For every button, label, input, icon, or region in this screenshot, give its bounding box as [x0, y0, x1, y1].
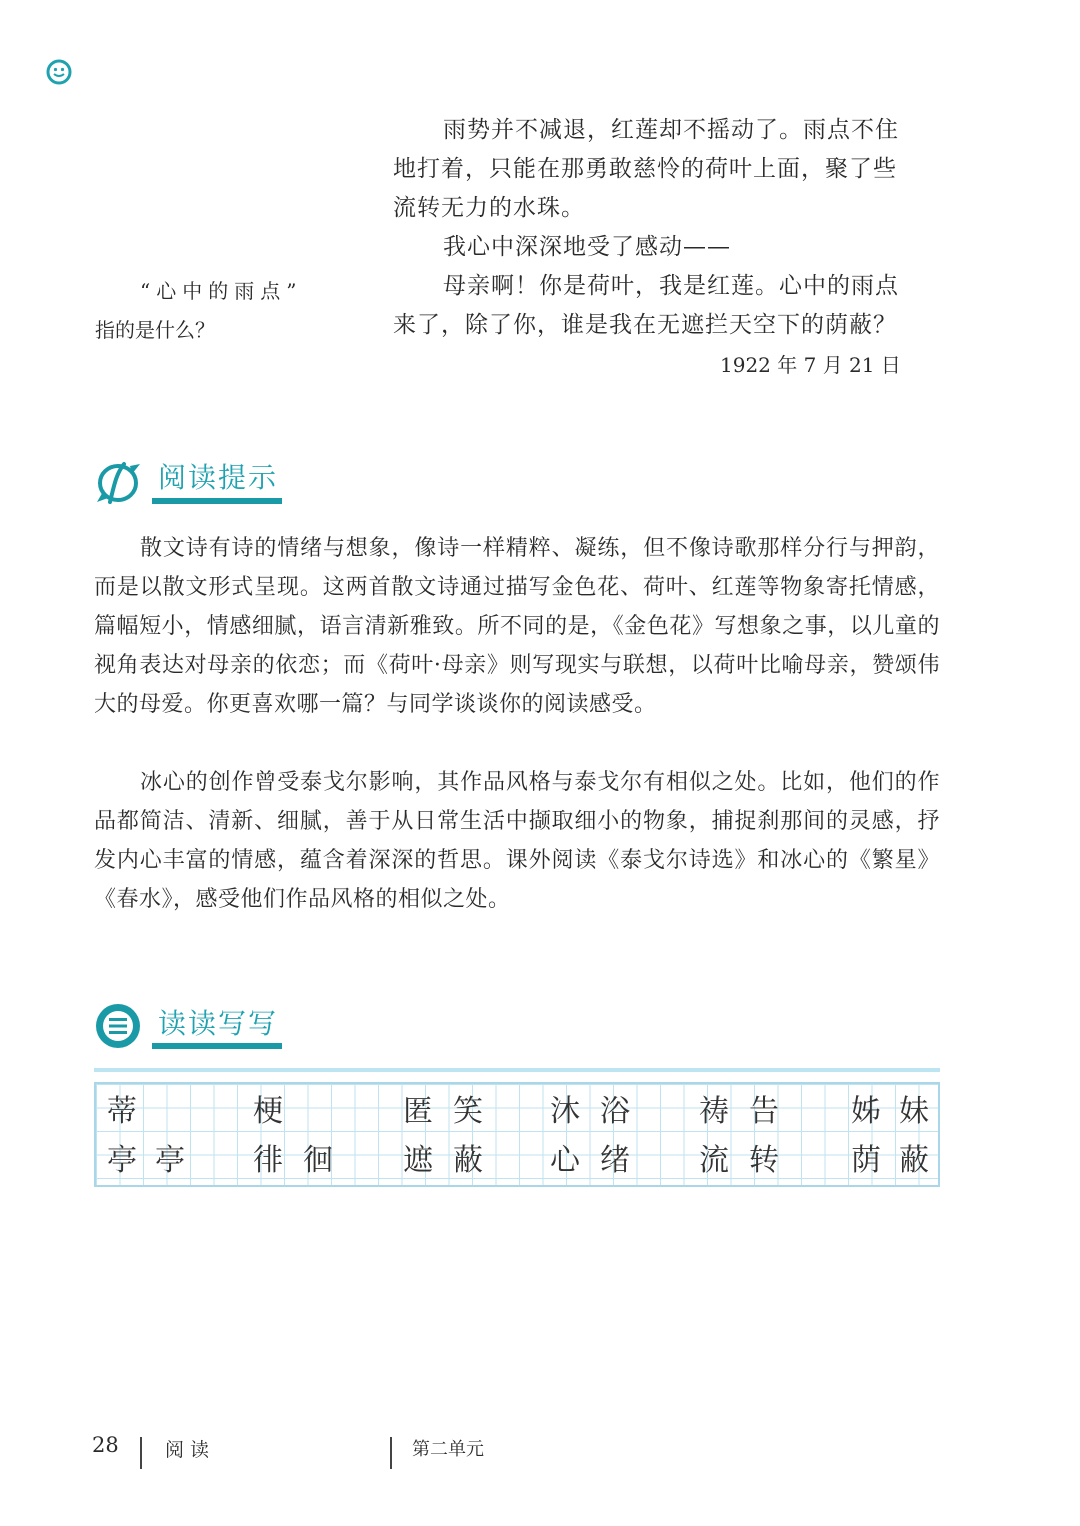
grid-char: 笑: [453, 1094, 483, 1129]
character-grid: [94, 1082, 940, 1187]
grid-char: 徘: [253, 1143, 283, 1178]
grid-char: 蒂: [107, 1094, 137, 1129]
poem-line: 雨势并不减退，红莲却不摇动了。雨点不住: [443, 117, 899, 143]
poem-line: 我心中深深地受了感动——: [443, 234, 731, 260]
grid-char: 蔽: [899, 1143, 929, 1178]
grid-char: 姊: [851, 1094, 881, 1129]
footer-unit-label: 第二单元: [412, 1439, 484, 1460]
reading-tips-underline: [152, 498, 282, 504]
grid-char: 徊: [303, 1143, 333, 1178]
grid-char: 心: [550, 1143, 580, 1178]
grid-char: 匿: [403, 1094, 433, 1129]
grid-char: 流: [699, 1143, 729, 1178]
grid-char: 梗: [253, 1094, 283, 1129]
smiley-icon: [46, 59, 72, 85]
grid-char: 妹: [899, 1094, 929, 1129]
poem-line: 来了，除了你，谁是我在无遮拦天空下的荫蔽？: [393, 312, 897, 338]
reading-tips-title: 阅读提示: [158, 461, 279, 494]
read-write-icon: [94, 1002, 142, 1050]
footer-divider: [140, 1437, 142, 1469]
grid-top-band: [94, 1068, 940, 1072]
poem-line: 母亲啊！你是荷叶，我是红莲。心中的雨点: [443, 273, 899, 299]
reading-tips-paragraph-1: 散文诗有诗的情绪与想象，像诗一样精粹、凝练，但不像诗歌那样分行与押韵，而是以散文形式呈现。这两首散文诗通过描写金色花、荷叶、红莲等物象寄托情感，篇幅短小，情感细腻，语言清新雅致。所不同的是，《金色花》写想象之事，以儿童的视角表达对母亲的依恋；而《荷叶·母亲》则写现实与联想，以荷叶比喻母亲，赞颂伟大的母爱。你更喜欢哪一篇？与同学谈谈你的阅读感受。: [94, 536, 940, 717]
read-write-underline: [152, 1043, 282, 1049]
reading-tips-icon: [94, 456, 144, 508]
grid-char: 祷: [699, 1094, 729, 1129]
side-note-line1: “心中的雨点”: [140, 279, 303, 303]
grid-char: 告: [749, 1094, 779, 1129]
footer-section-label: 阅读: [165, 1439, 216, 1461]
grid-char: 浴: [600, 1094, 630, 1129]
grid-char: 蔽: [453, 1143, 483, 1178]
grid-char: 绪: [600, 1143, 630, 1178]
read-write-title: 读读写写: [158, 1007, 279, 1040]
grid-char: 沐: [550, 1094, 580, 1129]
footer-divider: [390, 1437, 392, 1469]
grid-char: 遮: [403, 1143, 433, 1178]
poem-line: 地打着，只能在那勇敢慈怜的荷叶上面，聚了些: [393, 156, 897, 182]
page-number: 28: [92, 1433, 119, 1457]
reading-tips-paragraph-2: 冰心的创作曾受泰戈尔影响，其作品风格与泰戈尔有相似之处。比如，他们的作品都简洁、清新、细腻，善于从日常生活中撷取细小的物象，捕捉刹那间的灵感，抒发内心丰富的情感，蕴含着深深的哲思。课外阅读《泰戈尔诗选》和冰心的《繁星》《春水》，感受他们作品风格的相似之处。: [94, 770, 940, 912]
grid-char: 转: [749, 1143, 779, 1178]
poem-line: 流转无力的水珠。: [393, 195, 585, 221]
side-note-line2: 指的是什么？: [95, 318, 215, 342]
grid-char: 亭: [155, 1143, 185, 1178]
grid-char: 荫: [851, 1143, 881, 1178]
grid-char: 亭: [107, 1143, 137, 1178]
poem-date: 1922 年 7 月 21 日: [720, 353, 901, 377]
